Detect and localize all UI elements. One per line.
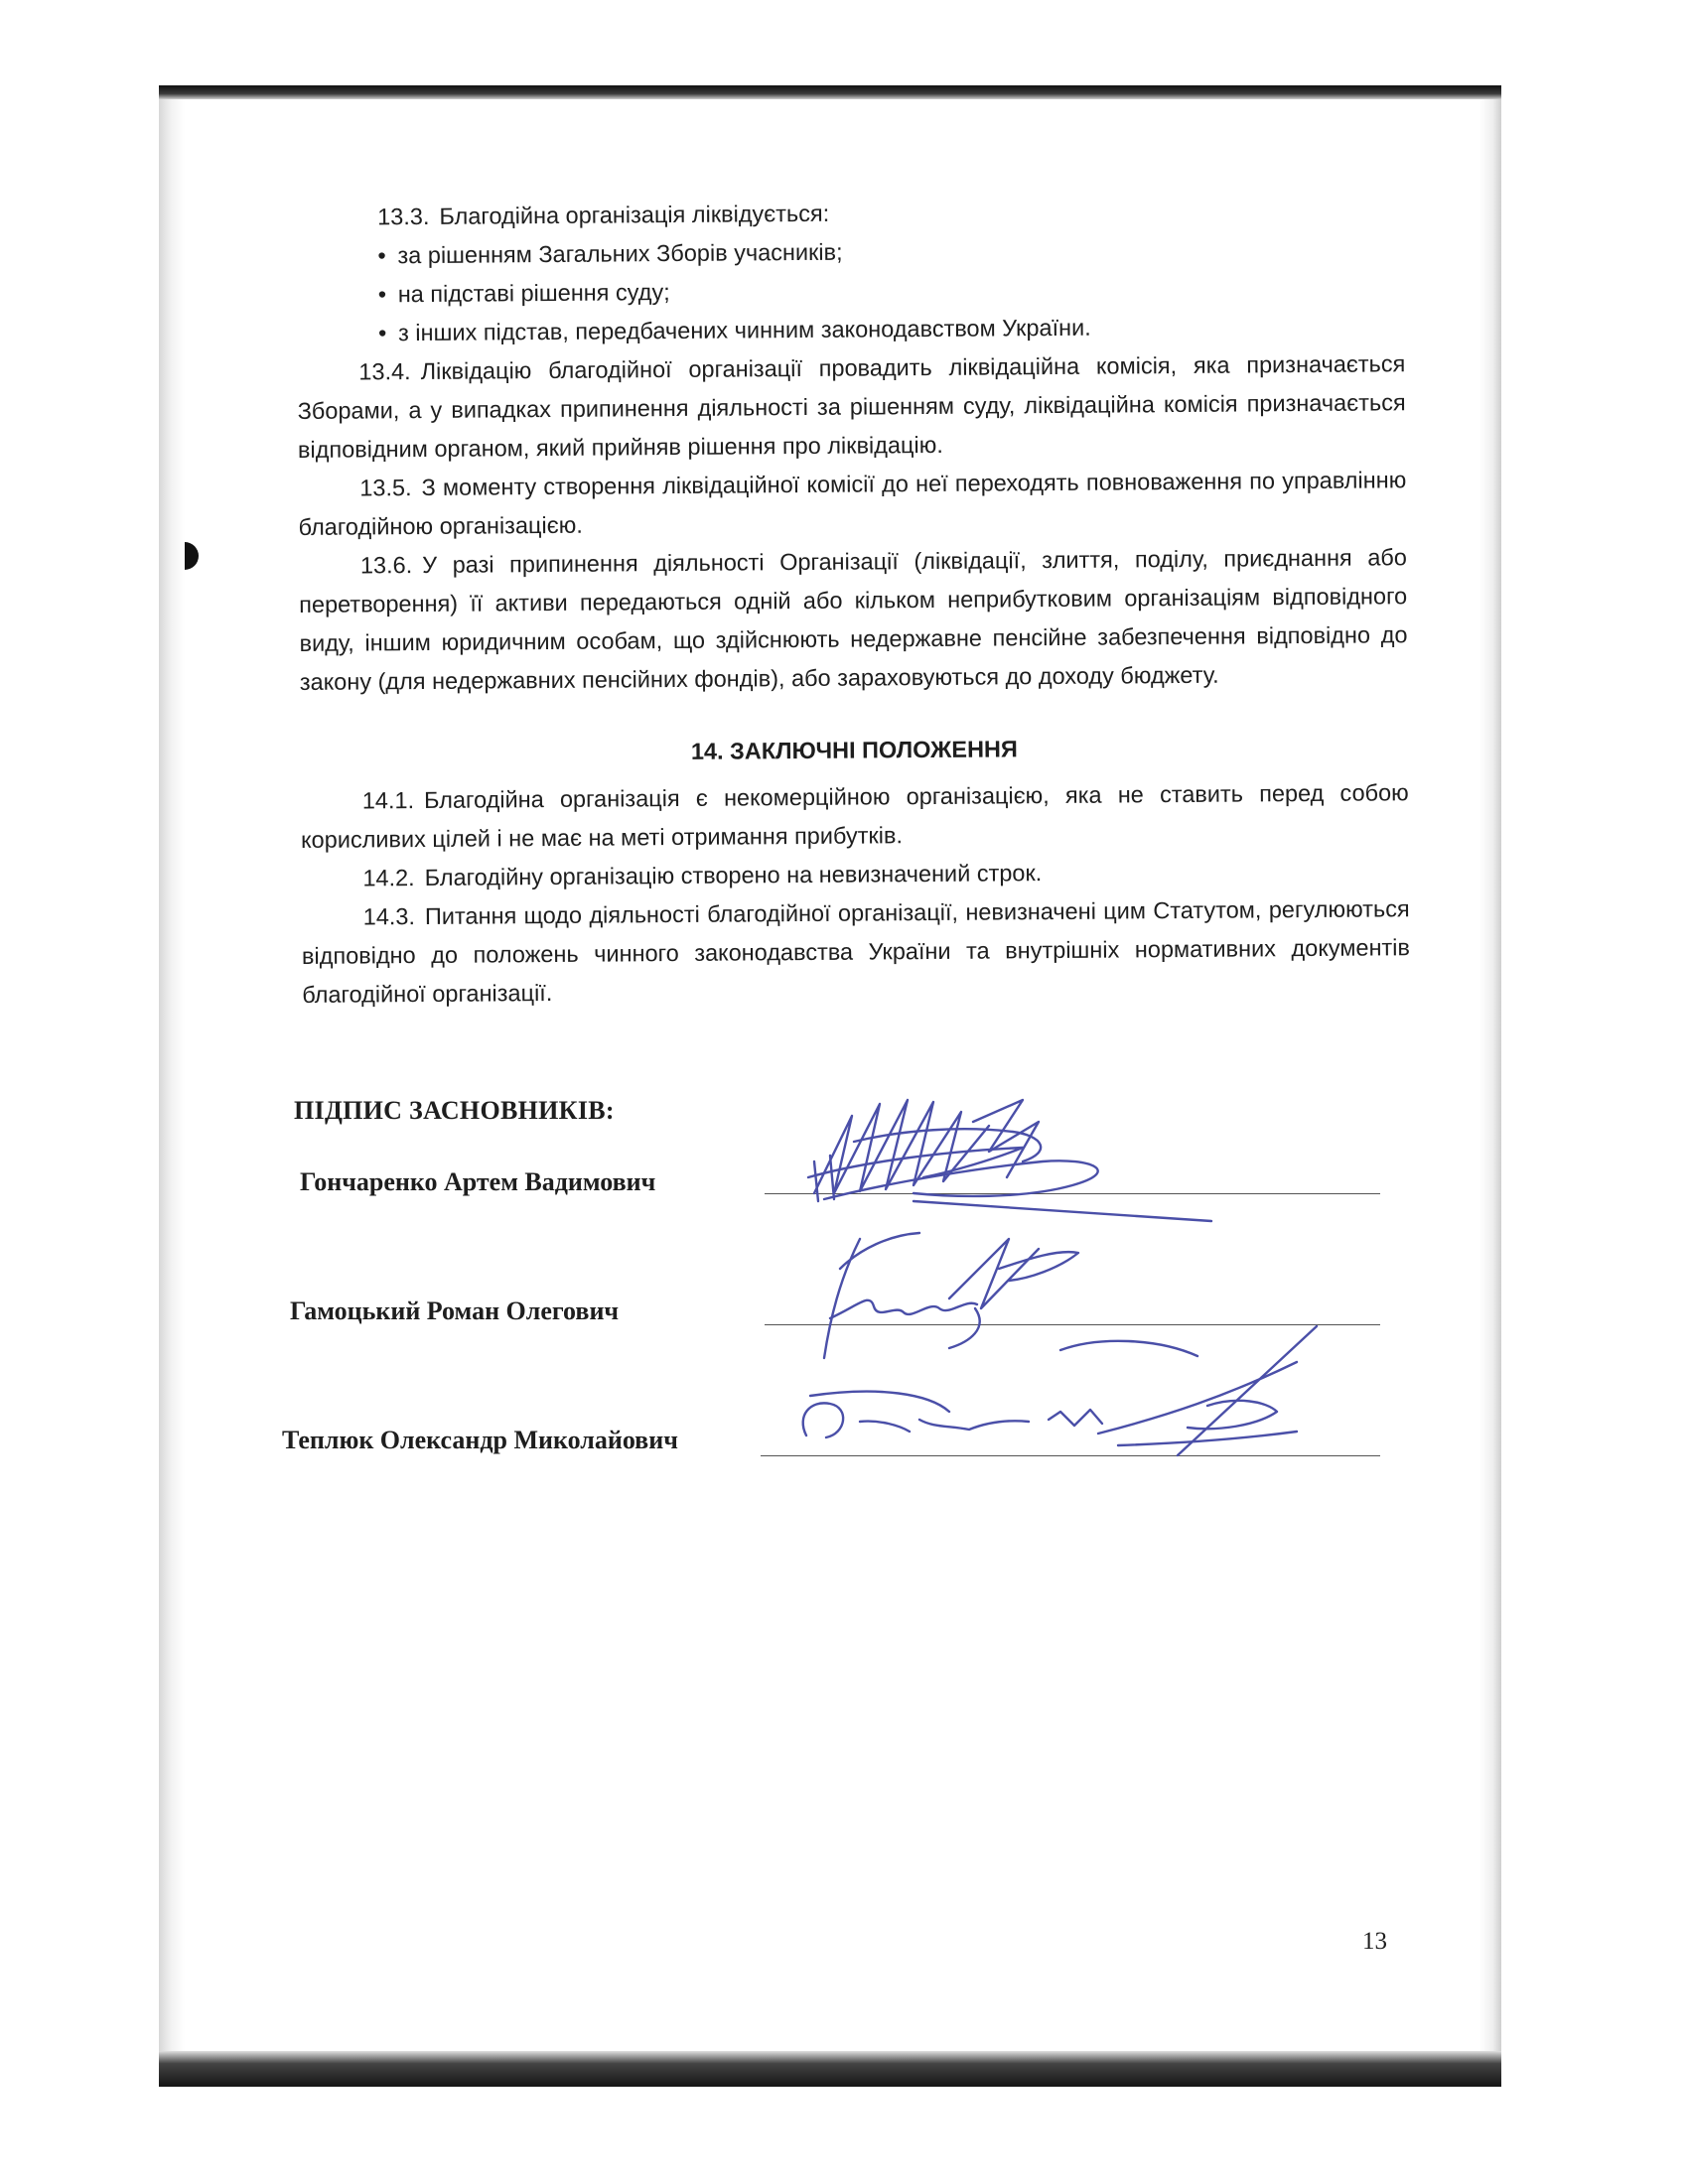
clause-text: Благодійна організація ліквідується: <box>439 200 830 229</box>
founder-name: Гончаренко Артем Вадимович <box>300 1167 656 1196</box>
section-heading: 14. ЗАКЛЮЧНІ ПОЛОЖЕННЯ <box>690 736 1018 764</box>
clause-number: 14.1. <box>361 787 415 814</box>
clause-text: З моменту створення ліквідаційної комісії до неї переходять повноваження по управлінню благодійною організацією. <box>298 467 1407 540</box>
document-body <box>296 190 1410 1015</box>
clause-13-5 <box>298 461 1407 547</box>
founder-name: Гамоцький Роман Олегович <box>290 1297 620 1325</box>
clause-number: 14.3. <box>362 903 416 930</box>
clause-text: Благодійну організацію створено на невизначений строк. <box>424 860 1043 891</box>
signatures-title: ПІДПИС ЗАСНОВНИКІВ: <box>294 1096 615 1125</box>
scan-border-top <box>159 85 1501 99</box>
clause-13-4 <box>297 344 1406 470</box>
scan-border-bottom <box>159 2051 1501 2087</box>
founder-name: Теплюк Олександр Миколайович <box>282 1426 678 1454</box>
clause-text: У разі припинення діяльності Організації (ліквідації, злиття, поділу, приєднання або перетворення) її активи передаються одній або кільком неприбутковим організаціям відповідного виду, іншим юридичним особам, що здійснюють недержавне пенсійне забезпечення відповідно до закону (для недержавних пенсійних фондів), або зараховуються до доходу бюджету. <box>299 544 1408 695</box>
list-item: • з інших підстав, передбачених чинним законодавством України. <box>378 306 1405 352</box>
clause-number: 14.2. <box>362 865 415 891</box>
clause-14-1 <box>301 773 1410 860</box>
clause-text: Питання щодо діяльності благодійної організації, невизначені цим Статутом, регулюються відповідно до положень чинного законодавства України та внутрішніх нормативних документів благодійної організації. <box>301 895 1411 1008</box>
scan-edge-right <box>1479 99 1501 2051</box>
page-number: 13 <box>1362 1928 1387 1955</box>
clause-number: 13.4. <box>358 358 411 385</box>
clause-text: Благодійна організація є некомерційною організацією, яка не ставить перед собою корисливих цілей і не має на меті отримання прибутків. <box>300 779 1409 853</box>
list-item: • за рішенням Загальних Зборів учасників; <box>377 228 1404 275</box>
clause-number: 13.3. <box>377 203 430 230</box>
clause-13-6 <box>299 538 1408 702</box>
clause-number: 13.5. <box>359 475 412 501</box>
signature-scribble-3 <box>800 1316 1336 1465</box>
scan-edge-left <box>159 99 185 2051</box>
list-item: • на підставі рішення суду; <box>378 267 1405 314</box>
clause-14-3 <box>302 889 1411 1015</box>
clause-number: 13.6. <box>359 552 413 579</box>
clause-text: Ліквідацію благодійної організації провадить ліквідаційна комісія, яка призначається Зборами, а у випадках припинення діяльності за рішенням суду, ліквідаційна комісія призначається відповідним органом, який прийняв рішення про ліквідацію. <box>297 350 1406 463</box>
